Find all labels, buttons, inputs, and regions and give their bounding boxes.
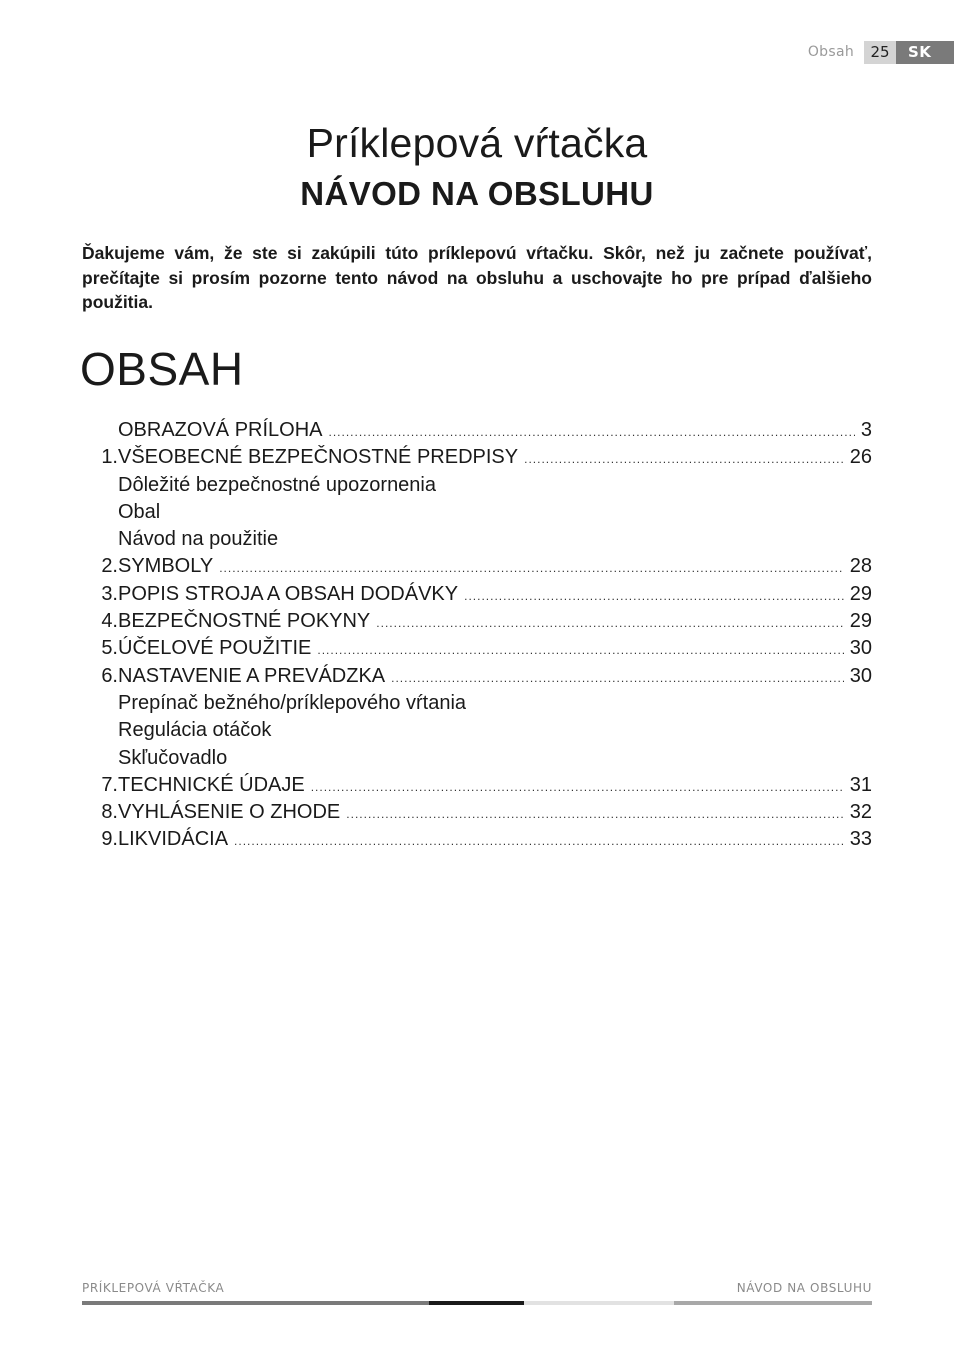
toc-item-label: NASTAVENIE A PREVÁDZKA — [118, 664, 386, 687]
toc-item-leader-dots — [391, 671, 844, 685]
header-page-number: 25 — [864, 41, 896, 64]
toc-item-number: 5. — [101, 637, 118, 660]
header-language-code: SK — [896, 41, 954, 64]
toc-item[interactable] — [82, 474, 872, 501]
toc-item-number: 2. — [101, 555, 118, 578]
toc-item-page: 32 — [849, 801, 872, 824]
toc-item-label: Prepínač bežného/príklepového vŕtania — [118, 691, 467, 714]
toc-item-label: ÚČELOVÉ POUŽITIE — [118, 637, 312, 660]
page-subtitle: NÁVOD NA OBSLUHU — [300, 175, 654, 212]
toc-item-page: 33 — [849, 828, 872, 851]
toc-item[interactable] — [82, 774, 872, 801]
toc-item-leader-dots — [317, 643, 843, 657]
toc-item-page: 31 — [849, 773, 872, 796]
toc-item-label: Regulácia otáčok — [118, 719, 272, 742]
toc-item-label: Návod na použitie — [118, 528, 279, 551]
toc-item-leader-dots — [329, 425, 855, 439]
toc-item-number: 8. — [101, 801, 118, 824]
intro-paragraph: Ďakujeme vám, že ste si zakúpili túto príklepovú vŕtačku. Skôr, než ju začnete používať, prečítajte si prosím pozorne tento návod na obsluhu a uschovajte ho pre prípad ďalšieho použitia. — [82, 243, 872, 312]
toc-item-label: Obal — [118, 500, 161, 523]
toc-item-leader-dots — [219, 561, 844, 575]
toc-item-page: 30 — [849, 664, 872, 687]
toc-item-leader-dots — [234, 834, 844, 848]
toc-item-page: 26 — [849, 446, 872, 469]
toc-item-page: 3 — [860, 419, 872, 441]
header-section-name: Obsah — [807, 44, 854, 60]
toc-item[interactable] — [82, 446, 872, 473]
toc-item-number: 6. — [101, 664, 118, 687]
page-title: Príklepová vŕtačka — [306, 120, 648, 166]
toc-item-leader-dots — [311, 780, 844, 794]
footer-product-name: PRÍKLEPOVÁ VŔTAČKA — [82, 1281, 225, 1295]
toc-item-page: 30 — [849, 637, 872, 660]
toc-item-number: 1. — [101, 446, 118, 469]
toc-item-label: Skľučovadlo — [118, 746, 228, 769]
toc-item-leader-dots — [464, 589, 844, 603]
toc-item-page: 29 — [849, 610, 872, 633]
toc-item-label: VŠEOBECNÉ BEZPEČNOSTNÉ PREDPISY — [118, 446, 519, 469]
toc-item-leader-dots — [524, 452, 844, 466]
toc-item-label: OBRAZOVÁ PRÍLOHA — [118, 419, 323, 441]
footer-bar-segment — [674, 1301, 872, 1305]
toc-item-number: 3. — [101, 582, 118, 605]
toc-item[interactable] — [82, 828, 872, 855]
table-of-contents — [82, 419, 872, 856]
toc-item-page: 28 — [849, 555, 872, 578]
toc-item[interactable] — [82, 692, 872, 719]
toc-item[interactable] — [82, 747, 872, 774]
toc-item[interactable] — [82, 583, 872, 610]
toc-item-label: SYMBOLY — [118, 555, 214, 578]
toc-item[interactable] — [82, 665, 872, 692]
toc-item-label: LIKVIDÁCIA — [118, 828, 229, 851]
footer-bar-segment — [82, 1301, 429, 1305]
toc-item-label: VYHLÁSENIE O ZHODE — [118, 801, 341, 824]
toc-item[interactable] — [82, 719, 872, 746]
toc-item[interactable] — [82, 528, 872, 555]
toc-item-number: 4. — [101, 610, 118, 633]
toc-item[interactable] — [82, 419, 872, 446]
page-header-tab — [808, 41, 954, 64]
footer-bar-segment — [429, 1301, 524, 1305]
footer-document-name: NÁVOD NA OBSLUHU — [736, 1281, 872, 1295]
footer-color-bar — [82, 1301, 872, 1305]
toc-item-number: 9. — [101, 828, 118, 851]
toc-item[interactable] — [82, 801, 872, 828]
toc-item-label: TECHNICKÉ ÚDAJE — [118, 773, 305, 796]
toc-item-label: BEZPEČNOSTNÉ POKYNY — [118, 610, 371, 633]
toc-item-leader-dots — [346, 807, 843, 821]
toc-item-page: 29 — [849, 582, 872, 605]
toc-item-leader-dots — [376, 616, 843, 630]
toc-heading: OBSAH — [80, 343, 244, 395]
footer-bar-segment — [524, 1301, 674, 1305]
toc-item[interactable] — [82, 555, 872, 582]
toc-item[interactable] — [82, 610, 872, 637]
toc-item-number: 7. — [101, 773, 118, 796]
toc-item-label: POPIS STROJA A OBSAH DODÁVKY — [118, 582, 459, 605]
toc-item-label: Dôležité bezpečnostné upozornenia — [118, 473, 436, 496]
toc-item[interactable] — [82, 637, 872, 664]
toc-item[interactable] — [82, 501, 872, 528]
